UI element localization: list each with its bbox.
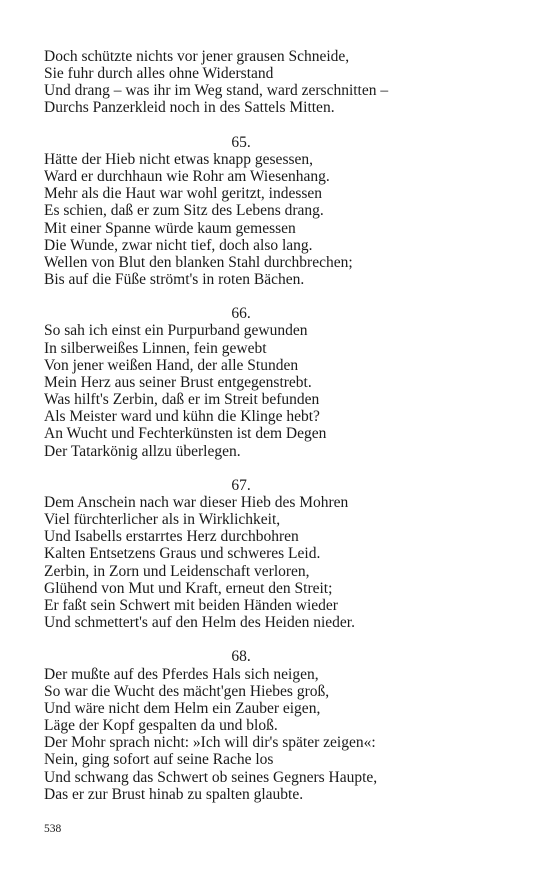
poem-text (44, 48, 464, 803)
verse-line: Zerbin, in Zorn und Leidenschaft verloren, (44, 562, 310, 580)
verse-line: Der Mohr sprach nicht: »Ich will dir's später zeigen«: (44, 734, 376, 752)
verse-line: Als Meister ward und kühn die Klinge hebt? (44, 408, 320, 426)
verse-line: An Wucht und Fechterkünsten ist dem Degen (44, 425, 327, 443)
verse-line: Viel fürchterlicher als in Wirklichkeit, (44, 511, 281, 529)
verse-line: Es schien, daß er zum Sitz des Lebens drang. (44, 202, 324, 220)
verse-line: Läge der Kopf gespalten da und bloß. (44, 717, 278, 735)
verse-line: Mein Herz aus seiner Brust entgegenstrebt. (44, 373, 312, 391)
verse-line: Der mußte auf des Pferdes Hals sich neigen, (44, 665, 319, 683)
verse-line: Ward er durchhaun wie Rohr am Wiesenhang. (44, 168, 330, 186)
verse-line: Bis auf die Füße strömt's in roten Bächen. (44, 271, 305, 289)
verse-line: Doch schützte nichts vor jener grausen Schneide, (44, 48, 350, 65)
verse-line: Durchs Panzerkleid noch in des Sattels Mitten. (44, 99, 335, 117)
verse-line: Das er zur Brust hinab zu spalten glaubte. (44, 785, 304, 803)
stanza-number: 68. (231, 648, 251, 666)
verse-line: Und Isabells erstarrtes Herz durchbohren (44, 528, 299, 546)
opening-stanza-fragment (44, 48, 464, 117)
verse-line: Mehr als die Haut war wohl geritzt, indessen (44, 185, 323, 203)
stanza-spacer (44, 288, 464, 305)
verse-line: Hätte der Hieb nicht etwas knapp gesessen, (44, 150, 314, 168)
verse-line: Mit einer Spanne würde kaum gemessen (44, 219, 296, 237)
verse-line: So war die Wucht des mächt'gen Hiebes groß, (44, 682, 330, 700)
verse-line: Dem Anschein nach war dieser Hieb des Mohren (44, 494, 349, 512)
verse-line: Er faßt sein Schwert mit beiden Händen wieder (44, 596, 338, 614)
stanza-65 (44, 134, 464, 288)
verse-line: Kalten Entsetzens Graus und schweres Leid. (44, 545, 321, 563)
page-number: 538 (44, 823, 62, 835)
verse-line: Glühend von Mut und Kraft, erneut den Streit; (44, 579, 333, 597)
verse-line: Und drang – was ihr im Weg stand, ward zerschnitten – (44, 82, 389, 100)
stanza-number: 67. (231, 476, 251, 494)
verse-line: In silberweißes Linnen, fein gewebt (44, 339, 267, 357)
stanza-67 (44, 477, 464, 631)
stanza-number: 65. (231, 133, 251, 151)
stanza-spacer (44, 460, 464, 477)
stanza-68 (44, 648, 464, 802)
stanza-spacer (44, 117, 464, 134)
verse-line: Die Wunde, zwar nicht tief, doch also lang. (44, 236, 313, 254)
verse-line: Sie fuhr durch alles ohne Widerstand (44, 65, 274, 83)
verse-line: Von jener weißen Hand, der alle Stunden (44, 356, 299, 374)
stanza-66 (44, 305, 464, 459)
verse-line: Was hilft's Zerbin, daß er im Streit befunden (44, 391, 320, 409)
stanza-number: 66. (231, 305, 251, 323)
verse-line: Und schmettert's auf den Helm des Heiden nieder. (44, 614, 355, 632)
verse-line: Wellen von Blut den blanken Stahl durchbrechen; (44, 253, 353, 271)
verse-line: Und wäre nicht dem Helm ein Zauber eigen, (44, 699, 321, 717)
verse-line: So sah ich einst ein Purpurband gewunden (44, 322, 308, 340)
verse-line: Und schwang das Schwert ob seines Gegners Haupte, (44, 768, 378, 786)
verse-line: Nein, ging sofort auf seine Rache los (44, 751, 274, 769)
stanza-spacer (44, 631, 464, 648)
verse-line: Der Tatarkönig allzu überlegen. (44, 442, 241, 460)
